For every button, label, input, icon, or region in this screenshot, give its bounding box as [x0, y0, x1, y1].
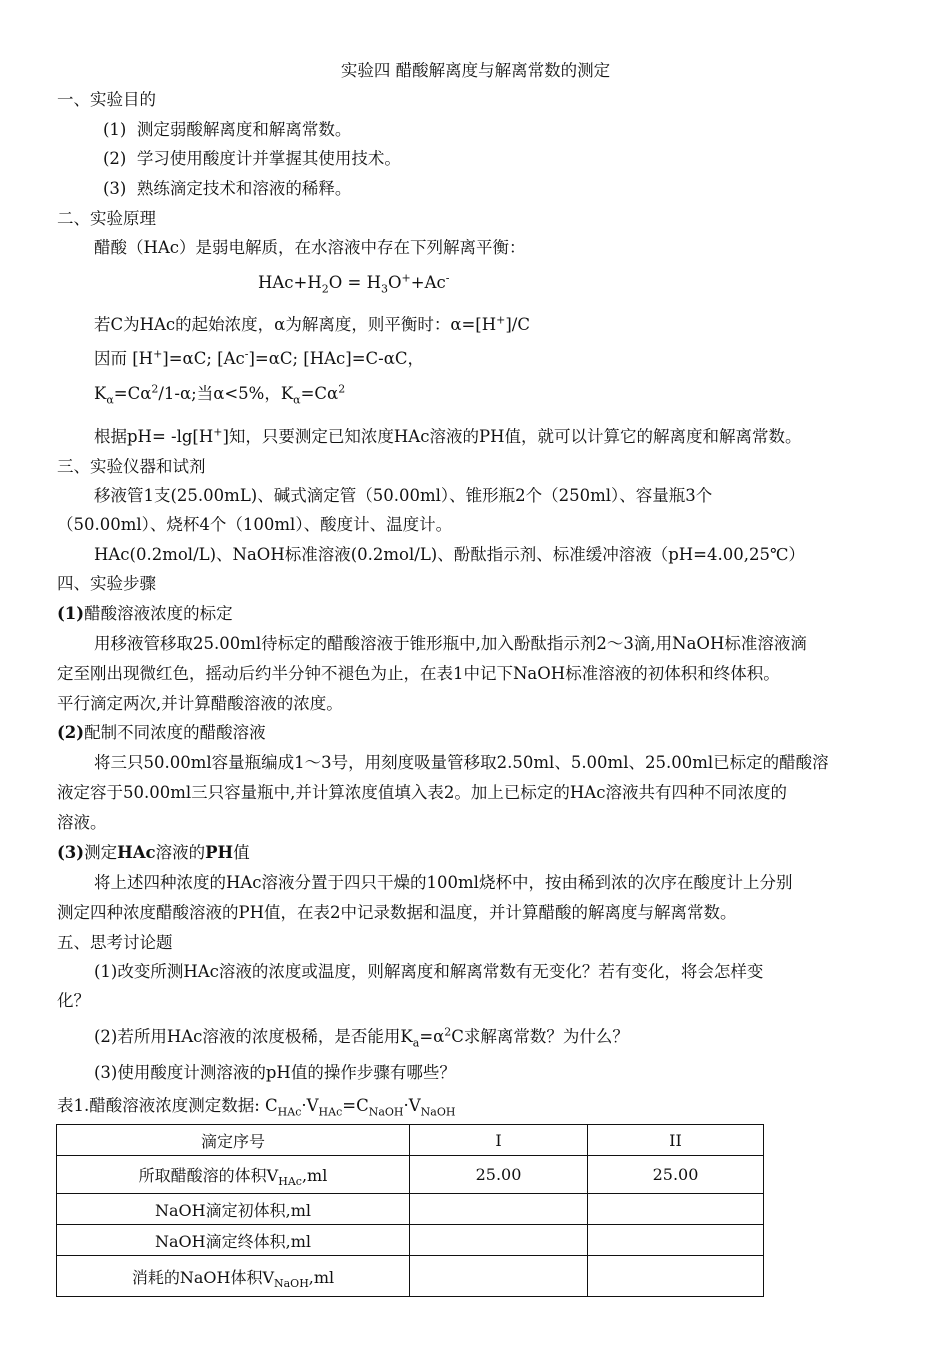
step-1-text: 定至刚出现微红色，摇动后约半分钟不褪色为止，在表1中记下NaOH标准溶液的初体积和终体积。 — [57, 664, 780, 683]
titration-data-table — [56, 1124, 764, 1297]
section-heading-procedure: 四、实验步骤 — [57, 574, 156, 593]
step-1-text: 平行滴定两次,并计算醋酸溶液的浓度。 — [57, 694, 343, 713]
table-cell: 25.00 — [588, 1156, 764, 1194]
principle-line-alpha: 若C为HAc的起始浓度，α为解离度，则平衡时：α=[H+]/C — [94, 313, 530, 334]
item-text: 熟练滴定技术和溶液的稀释。 — [136, 179, 352, 198]
table-cell — [588, 1256, 764, 1297]
header-cell: 滴定序号 — [57, 1125, 410, 1156]
table-cell — [410, 1225, 588, 1256]
row-label: NaOH滴定终体积,ml — [57, 1225, 410, 1256]
item-number: (1) — [103, 120, 127, 139]
table-cell — [410, 1194, 588, 1225]
step-2-text: 液定容于50.00ml三只容量瓶中,并计算浓度值填入表2。加上已标定的HAc溶液共有四种不同浓度的 — [57, 783, 787, 802]
question-1-continued: 化？ — [57, 991, 90, 1010]
table-row — [57, 1225, 764, 1256]
step-1-text: 用移液管移取25.00ml待标定的醋酸溶液于锥形瓶中,加入酚酞指示剂2～3滴,用NaOH标准溶液滴 — [94, 634, 807, 653]
step-2-title: (2)配制不同浓度的醋酸溶液 — [57, 723, 266, 742]
row-label: 所取醋酸溶的体积$V_{HAc},ml$ — [57, 1156, 410, 1194]
objective-item — [103, 148, 401, 170]
section-heading-discussion: 五、思考讨论题 — [57, 933, 173, 952]
section-heading-principle: 二、实验原理 — [57, 209, 156, 228]
question-2: (2)若所用HAc溶液的浓度极稀，是否能用$K_a=\alpha^2C$求解离常数？为什么？ — [94, 1025, 629, 1050]
equilibrium-equation: $HAc+H_2O = H_3O^++Ac^-$ — [258, 271, 450, 296]
item-number: (2) — [103, 149, 127, 168]
step-3-text: 测定四种浓度醋酸溶液的PH值，在表2中记录数据和温度，并计算醋酸的解离度与解离常数。 — [57, 903, 737, 922]
item-text: 测定弱酸解离度和解离常数。 — [136, 120, 352, 139]
step-3-text: 将上述四种浓度的HAc溶液分置于四只干燥的100ml烧杯中，按由稀到浓的次序在酸度计上分别 — [94, 873, 793, 892]
step-3-title: (3)测定HAc溶液的PH值 — [57, 843, 250, 862]
step-2-text: 溶液。 — [57, 813, 107, 832]
section-heading-instruments: 三、实验仪器和试剂 — [57, 457, 206, 476]
principle-line-concentrations: 因而 [H+]=αC; [Ac-]=αC; [HAc]=C-αC， — [94, 347, 424, 368]
table-1-caption: 表1.醋酸溶液浓度测定数据: $C_{HAc}\cdot V_{HAc}=C_{NaOH}\cdot V_{NaOH}$ — [57, 1096, 456, 1119]
principle-line-ph: 根据pH= -lg[H+]知，只要测定已知浓度HAc溶液的PH值，就可以计算它的解离度和解离常数。 — [94, 425, 802, 446]
table-row — [57, 1256, 764, 1297]
header-cell: II — [588, 1125, 764, 1156]
principle-line-constant: $K_\alpha=C\alpha^2/1-\alpha$;当α<5%，$K_\alpha=C\alpha^2$ — [94, 382, 346, 407]
table-header-row — [57, 1125, 764, 1156]
row-label: NaOH滴定初体积,ml — [57, 1194, 410, 1225]
question-1: (1)改变所测HAc溶液的浓度或温度，则解离度和解离常数有无变化？若有变化，将会怎样变 — [94, 962, 764, 981]
section-heading-objectives: 一、实验目的 — [57, 90, 156, 109]
row-label: 消耗的NaOH体积$V_{NaOH},ml$ — [57, 1256, 410, 1297]
objective-item — [103, 119, 351, 141]
table-cell — [588, 1194, 764, 1225]
table-cell — [410, 1256, 588, 1297]
header-cell: I — [410, 1125, 588, 1156]
principle-paragraph: 醋酸（HAc）是弱电解质，在水溶液中存在下列解离平衡： — [94, 238, 526, 257]
table-cell: 25.00 — [410, 1156, 588, 1194]
instruments-line: 移液管1支(25.00mL)、碱式滴定管（50.00ml）、锥形瓶2个（250ml）、容量瓶3个 — [94, 486, 713, 505]
question-3: (3)使用酸度计测溶液的pH值的操作步骤有哪些？ — [94, 1063, 456, 1082]
table-row — [57, 1194, 764, 1225]
reagents-line: HAc(0.2mol/L)、NaOH标准溶液(0.2mol/L)、酚酞指示剂、标准缓冲溶液（pH=4.00,25℃） — [94, 545, 805, 564]
item-number: (3) — [103, 179, 127, 198]
instruments-line: （50.00ml）、烧杯4个（100ml）、酸度计、温度计。 — [57, 515, 453, 534]
objective-item — [103, 178, 351, 200]
document-title: 实验四 醋酸解离度与解离常数的测定 — [340, 61, 611, 80]
item-text: 学习使用酸度计并掌握其使用技术。 — [136, 149, 401, 168]
step-1-title: (1)醋酸溶液浓度的标定 — [57, 604, 233, 623]
table-cell — [588, 1225, 764, 1256]
step-2-text: 将三只50.00ml容量瓶编成1～3号，用刻度吸量管移取2.50ml、5.00ml、25.00ml已标定的醋酸溶 — [94, 753, 829, 772]
table-row — [57, 1156, 764, 1194]
